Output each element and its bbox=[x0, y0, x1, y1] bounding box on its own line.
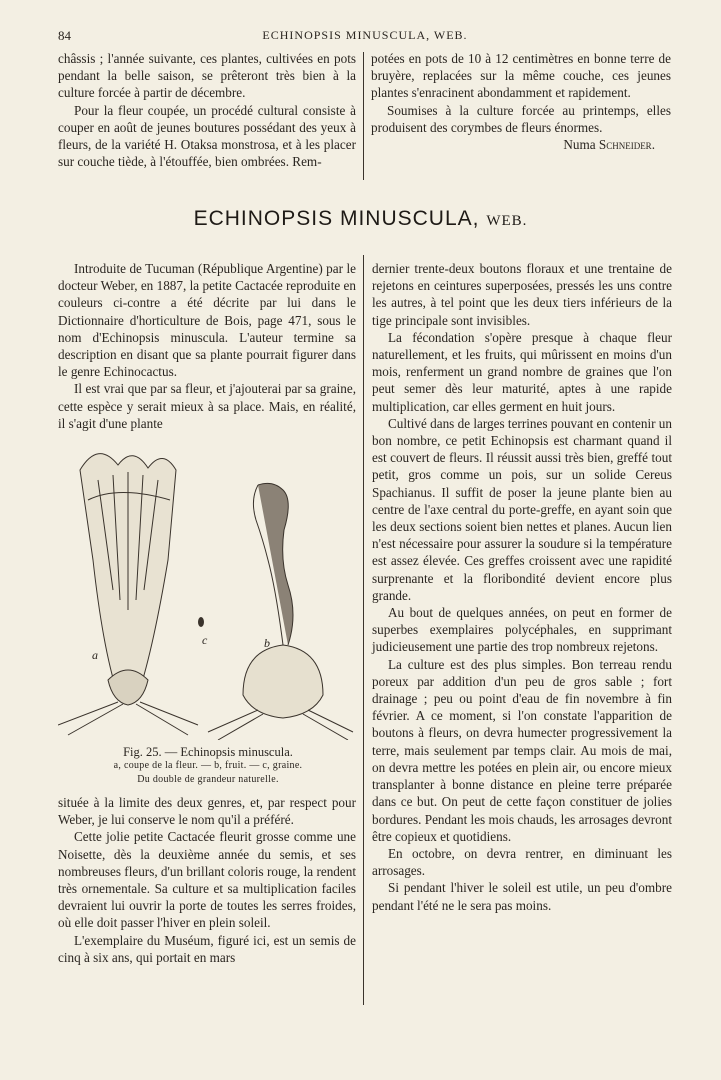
fruit-drawing bbox=[208, 483, 353, 740]
column-divider bbox=[363, 255, 364, 1005]
paragraph: potées en pots de 10 à 12 centimètres en bonne terre de bruyère, replacées sur la même couche, ces jeunes plantes s'enracinent abondamment et rapidement. bbox=[371, 51, 671, 101]
paragraph: Introduite de Tucuman (République Argentine) par le docteur Weber, en 1887, la petite Cactacée reproduite en couleurs ci-contre a été décrite par lui dans le Dictionnaire d'horticulture de Bois, page 471, sous le nom d'Echinopsis minuscula. L'auteur termine sa description en disant que sa plante pourrait figurer dans le genre Echinocactus. bbox=[58, 261, 356, 380]
paragraph: La fécondation s'opère presque à chaque fleur naturellement, et les fruits, qui mûrissent en moins d'un mois, renferment un grand nombre de graines que l'on peut semer dès leur maturité, aptes à une rapide multiplication, car elles germent en huit jours. bbox=[372, 329, 672, 414]
flower-section-drawing bbox=[58, 454, 198, 735]
signature-last: Schneider. bbox=[598, 137, 655, 153]
prev-article-right-column bbox=[371, 50, 671, 153]
paragraph: Si pendant l'hiver le soleil est utile, un peu d'ombre pendant l'été ne le sera pas moins. bbox=[372, 880, 672, 913]
running-head bbox=[58, 28, 672, 46]
paragraph: Il est vrai que par sa fleur, et j'ajouterai par sa graine, cette espèce y serait mieux à sa place. Mais, en réalité, il s'agit d'une plante bbox=[58, 381, 356, 431]
column-divider bbox=[363, 52, 364, 180]
figure-caption-line: Du double de grandeur naturelle. bbox=[137, 774, 279, 785]
paragraph: Cultivé dans de larges terrines pouvant en contenir un bon nombre, ce petit Echinopsis est charmant quand il est couvert de fleurs. Il réussit aussi très bien, greffé tout petit, gros comme un pois, sur un solide Cereus Spachianus. Il suffit de poser la jeune plante bien au centre de l'axe central du porte-greffe, en ayant soin que les deux sections soient bien nettes et planes. Aucun lien n'est nécessaire pour assurer la soudure si la température est assez élevée. Ces greffes croissent avec une rapidité surprenante et la floribondité devient encore plus grande. bbox=[372, 415, 672, 603]
signature bbox=[371, 136, 671, 153]
article-title-text: ECHINOPSIS MINUSCULA, bbox=[193, 207, 480, 230]
article-right-column bbox=[372, 260, 672, 914]
paragraph: Au bout de quelques années, on peut en former de superbes exemplaires polycéphales, en supprimant judicieusement une partie des trop nombreux rejetons. bbox=[372, 605, 672, 655]
article-left-column-top bbox=[58, 260, 356, 432]
paragraph: Soumises à la culture forcée au printemps, elles produisent des corymbes de fleurs énormes. bbox=[371, 102, 671, 135]
prev-article-left-column bbox=[58, 50, 356, 170]
figure-caption-line: a, coupe de la fleur. — b, fruit. — c, graine. bbox=[113, 760, 303, 771]
article-left-column-bottom bbox=[58, 794, 356, 966]
paragraph: Pour la fleur coupée, un procédé cultural consiste à couper en août de jeunes boutures possédant des yeux à fleurs, de la variété H. Otaksa monstrosa, et à les placer sur couche tiède, à l'étouffée, bien ombrées. Rem- bbox=[58, 102, 356, 170]
article-title bbox=[0, 207, 721, 231]
running-title: ECHINOPSIS MINUSCULA, WEB. bbox=[262, 28, 468, 42]
paragraph: La culture est des plus simples. Bon terreau rendu poreux par addition d'un peu de gros sable ; fort drainage ; peu ou point d'eau de fin novembre à fin février. A ce moment, si l'on constate l'apparition de boutons à fleurs, on devra humecter progressivement la terre, mais seulement par temps clair. Au mois de mai, on devra mettre les potées en plein air, ou encore mieux transplanter à bonne distance en pleine terre préparée dans ce but. On peut de cette façon constituer de jolies bordures. Pendant les mois chauds, les arrosages devront être copieux et quotidiens. bbox=[372, 656, 672, 844]
figure-caption bbox=[58, 745, 358, 787]
figure-illustration bbox=[58, 440, 358, 740]
paragraph: L'exemplaire du Muséum, figuré ici, est un semis de cinq à six ans, qui portait en mars bbox=[58, 932, 356, 965]
article-title-author: WEB. bbox=[486, 213, 528, 229]
paragraph: châssis ; l'année suivante, ces plantes, cultivées en pots pendant la belle saison, se prêteront très bien à la culture forcée à partir de décembre. bbox=[58, 51, 356, 101]
paragraph: Cette jolie petite Cactacée fleurit grosse comme une Noisette, dès la deuxième année du semis, et ses nombreuses fleurs, d'un brillant coloris rouge, la rendent très ornementale. Sa culture et sa multiplication faciles devraient lui ouvrir la porte de toutes les serres froides, où elle doit passer l'hiver en plein soleil. bbox=[58, 829, 356, 931]
paragraph: dernier trente-deux boutons floraux et une trentaine de rejetons en ceintures superposées, pressés les uns contre les autres, à tel point que les deux tiers inférieurs de la tige principale sont invisibles. bbox=[372, 261, 672, 328]
figure-caption-title: Fig. 25. — Echinopsis minuscula. bbox=[123, 745, 293, 759]
figure-label-c: c bbox=[202, 633, 208, 647]
figure-label-a: a bbox=[92, 648, 98, 662]
paragraph: située à la limite des deux genres, et, par respect pour Weber, je lui conserve le nom qu'il a préféré. bbox=[58, 795, 356, 828]
paragraph: En octobre, on devra rentrer, en diminuant les arrosages. bbox=[372, 845, 672, 879]
figure bbox=[58, 440, 358, 740]
seed-drawing bbox=[198, 617, 204, 627]
signature-first: Numa bbox=[563, 137, 596, 153]
figure-label-b: b bbox=[264, 636, 270, 650]
page-number: 84 bbox=[58, 28, 71, 43]
